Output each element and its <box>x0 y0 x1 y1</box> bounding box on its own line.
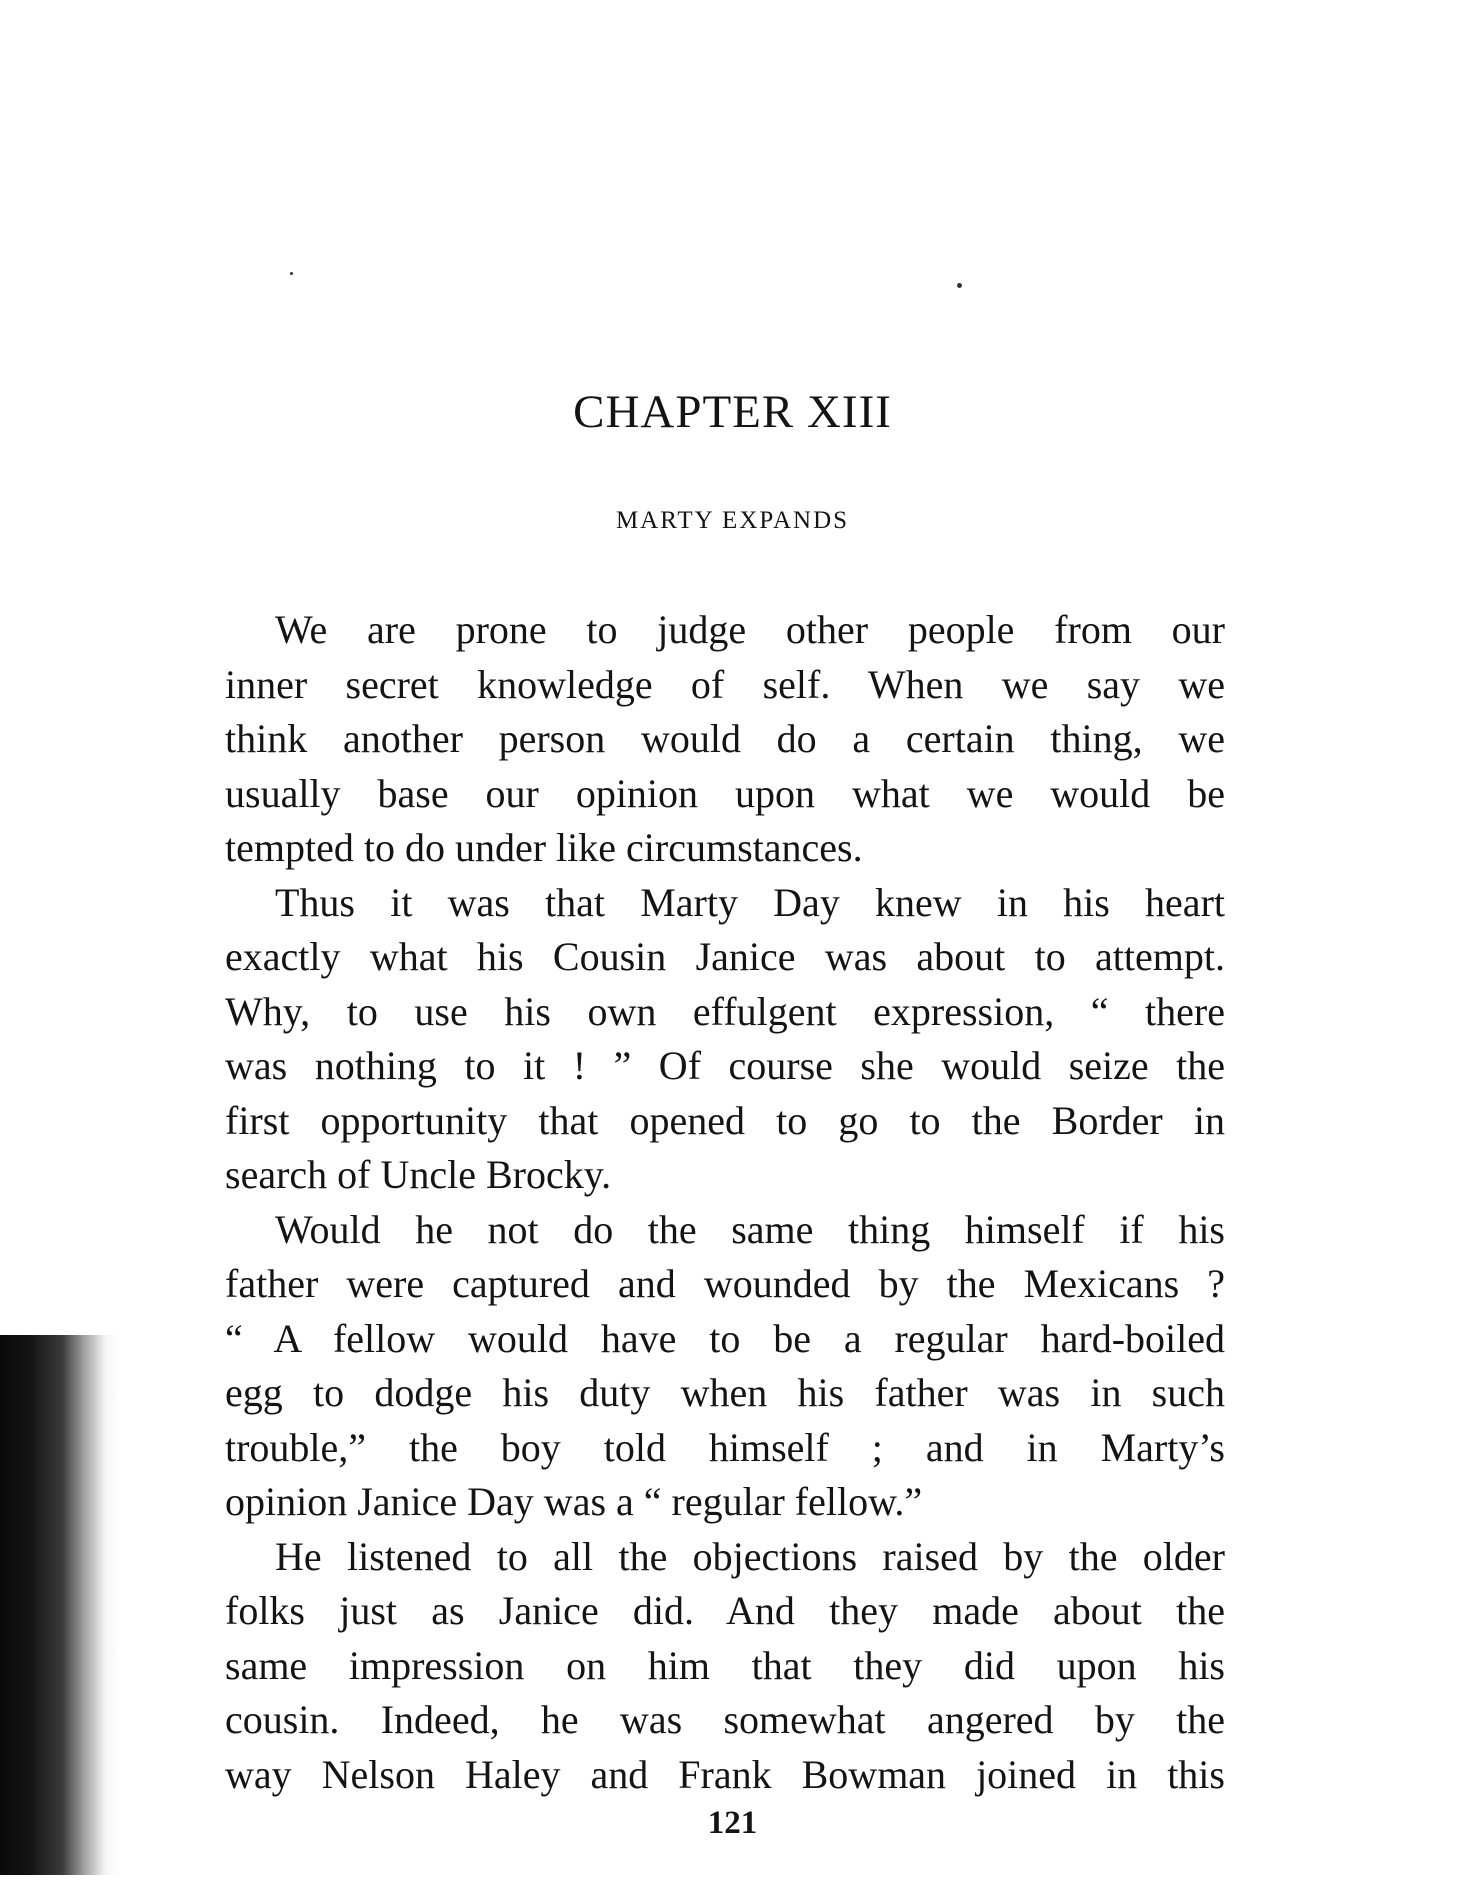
chapter-subtitle: MARTY EXPANDS <box>615 507 850 534</box>
chapter-title: CHAPTER XIII <box>573 386 892 438</box>
paragraph <box>225 1203 1225 1530</box>
text-line: He listened to all the objections raised by the older <box>275 1533 1225 1579</box>
text-line: cousin. Indeed, he was somewhat angered by the <box>225 1697 1225 1742</box>
text-line: Would he not do the same thing himself if his <box>275 1206 1225 1252</box>
text-line: folks just as Janice did. And they made about the <box>225 1588 1225 1633</box>
body-text <box>225 603 1225 1802</box>
paragraph <box>225 876 1225 1203</box>
binding-shadow <box>0 1335 120 1875</box>
text-line: “ A fellow would have to be a regular hard-boiled <box>225 1315 1225 1361</box>
text-line: exactly what his Cousin Janice was about to attempt. <box>225 934 1225 979</box>
text-line: first opportunity that opened to go to the Border in <box>225 1097 1225 1143</box>
text-line: Thus it was that Marty Day knew in his heart <box>275 879 1225 925</box>
scan-speck <box>957 283 962 288</box>
paragraph <box>225 1530 1225 1803</box>
text-line: same impression on him that they did upon his <box>225 1642 1225 1688</box>
paragraph <box>225 603 1225 876</box>
text-line: egg to dodge his duty when his father was in such <box>225 1370 1225 1415</box>
page-number: 121 <box>707 1805 758 1841</box>
text-line: tempted to do under like circumstances. <box>225 825 863 870</box>
text-line: inner secret knowledge of self. When we say we <box>225 661 1225 707</box>
text-line: Why, to use his own effulgent expression, “ there <box>225 988 1225 1034</box>
text-line: was nothing to it ! ” Of course she would seize the <box>225 1043 1225 1088</box>
text-line: usually base our opinion upon what we would be <box>225 770 1225 816</box>
text-line: search of Uncle Brocky. <box>225 1152 612 1197</box>
text-line: way Nelson Haley and Frank Bowman joined in this <box>225 1751 1225 1797</box>
text-line: opinion Janice Day was a “ regular fellow.” <box>225 1479 923 1524</box>
scan-speck <box>290 272 293 275</box>
text-line: think another person would do a certain thing, we <box>225 716 1225 761</box>
text-line: We are prone to judge other people from our <box>275 607 1225 652</box>
text-line: father were captured and wounded by the Mexicans ? <box>225 1261 1225 1306</box>
text-line: trouble,” the boy told himself ; and in Marty’s <box>225 1424 1225 1470</box>
